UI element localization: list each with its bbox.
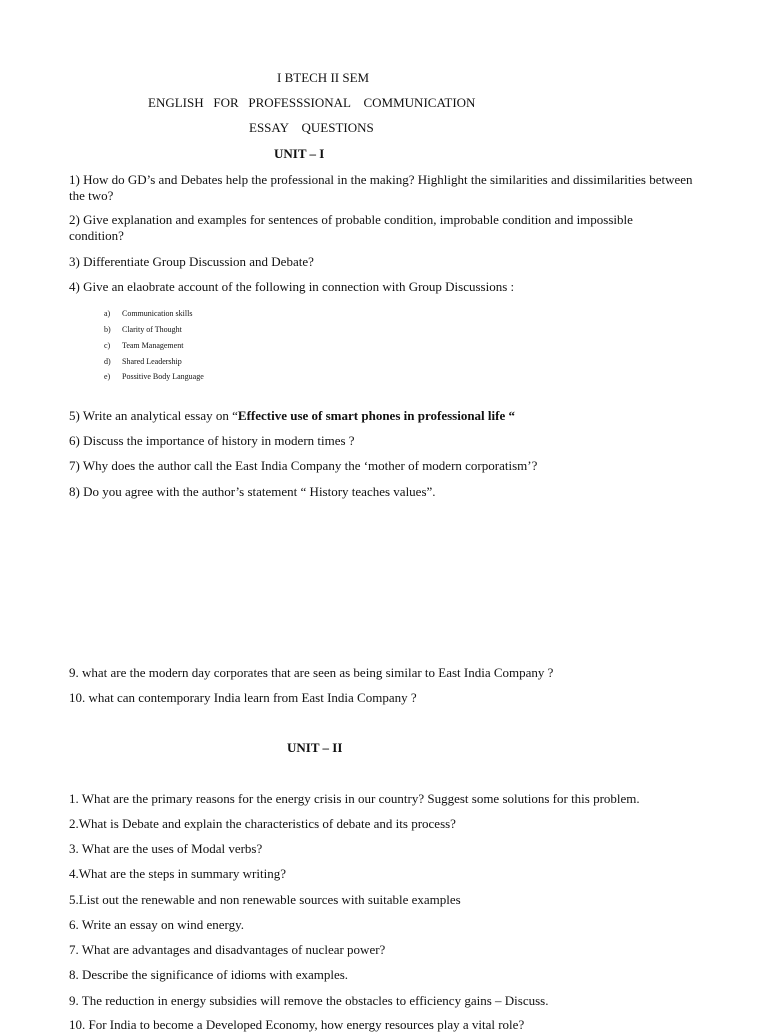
question-1-4: 4) Give an elaobrate account of the following in connection with Group Discussions : xyxy=(69,279,515,294)
unit-2-heading: UNIT – II xyxy=(287,740,343,755)
question-2-10: 10. For India to become a Developed Economy, how energy resources play a vital role? xyxy=(69,1017,525,1032)
question-2-4: 4.What are the steps in summary writing? xyxy=(69,866,286,881)
question-1-8: 8) Do you agree with the author’s statement “ History teaches values”. xyxy=(69,484,436,499)
question-1-7: 7) Why does the author call the East India Company the ‘mother of modern corporatism’? xyxy=(69,458,538,473)
course-year-heading: I BTECH II SEM xyxy=(277,70,370,85)
question-1-10: 10. what can contemporary India learn from East India Company ? xyxy=(69,690,417,705)
question-1-1: 1) How do GD’s and Debates help the professional in the making? Highlight the similarities and dissimilarities between the two? xyxy=(69,172,693,203)
sub-item-text: Possitive Body Language xyxy=(122,372,204,381)
sub-item-letter: e) xyxy=(104,372,111,381)
sub-item xyxy=(104,372,204,382)
sub-item-text: Team Management xyxy=(122,341,184,350)
question-2-9: 9. The reduction in energy subsidies will remove the obstacles to efficiency gains – Discuss. xyxy=(69,993,549,1008)
question-2-5: 5.List out the renewable and non renewable sources with suitable examples xyxy=(69,892,461,907)
sub-item xyxy=(104,309,192,319)
sub-item-text: Clarity of Thought xyxy=(122,325,182,334)
question-1-5 xyxy=(69,408,708,424)
question-1-2: 2) Give explanation and examples for sentences of probable condition, improbable condition and impossible condition? xyxy=(69,212,633,243)
question-2-1: 1. What are the primary reasons for the energy crisis in our country? Suggest some solutions for this problem. xyxy=(69,791,640,806)
question-1-5-topic: Effective use of smart phones in professional life “ xyxy=(237,408,515,423)
sub-item-letter: a) xyxy=(104,309,111,318)
question-2-2: 2.What is Debate and explain the characteristics of debate and its process? xyxy=(69,816,456,831)
question-2-6: 6. Write an essay on wind energy. xyxy=(69,917,245,932)
question-1-5-prefix: 5) Write an analytical essay on “ xyxy=(69,408,238,423)
sub-item-letter: c) xyxy=(104,341,111,350)
sub-item xyxy=(104,357,182,367)
sub-item-letter: b) xyxy=(104,325,111,334)
sub-item-text: Communication skills xyxy=(122,309,193,318)
unit-1-heading: UNIT – I xyxy=(274,146,325,161)
question-2-8: 8. Describe the significance of idioms with examples. xyxy=(69,967,349,982)
question-2-7: 7. What are advantages and disadvantages of nuclear power? xyxy=(69,942,386,957)
sub-item-letter: d) xyxy=(104,357,111,366)
question-1-3: 3) Differentiate Group Discussion and Debate? xyxy=(69,254,314,269)
course-title-heading: ENGLISH FOR PROFESSSIONAL COMMUNICATION xyxy=(148,95,476,110)
question-2-3: 3. What are the uses of Modal verbs? xyxy=(69,841,263,856)
question-1-9: 9. what are the modern day corporates that are seen as being similar to East India Company ? xyxy=(69,665,554,680)
question-1-6: 6) Discuss the importance of history in modern times ? xyxy=(69,433,355,448)
sub-item-text: Shared Leadership xyxy=(122,357,182,366)
sub-item xyxy=(104,341,183,351)
essay-questions-heading: ESSAY QUESTIONS xyxy=(249,120,374,135)
sub-item xyxy=(104,325,182,335)
